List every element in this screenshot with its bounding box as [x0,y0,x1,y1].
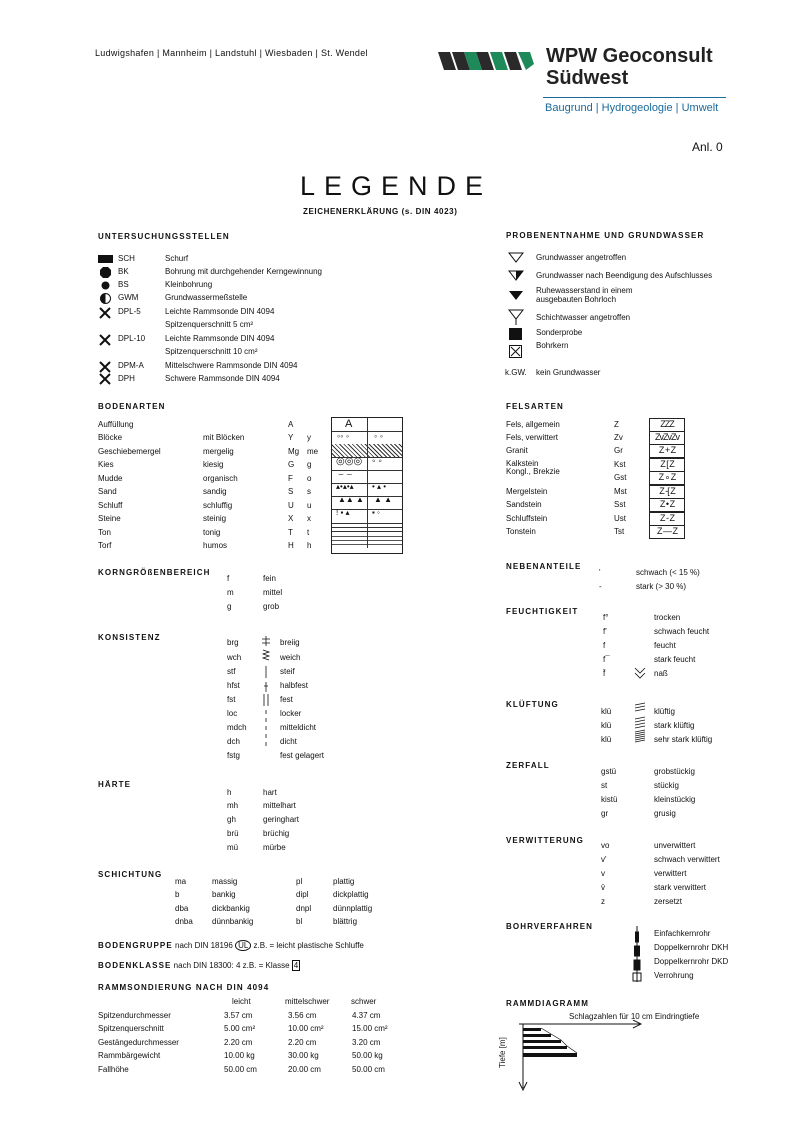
drilling-method: Doppelkernrohr DKD [654,957,729,966]
soil-adjective: humos [203,541,228,550]
dpl5-cross-icon [99,307,111,319]
weathering-desc: zersetzt [654,897,683,906]
layering-desc: blättrig [333,917,358,926]
rock-code: Ust [614,514,626,523]
consistency-code: brg [227,638,239,647]
consistency-desc: halbfest [280,681,309,690]
weathering-code: vo [601,841,610,850]
brand-divider [543,97,726,98]
decay-code: gr [601,809,609,818]
rock-pattern: ZZZ [649,418,685,432]
soil-name: Mudde [98,474,123,483]
admixture-code: - [599,582,602,591]
grain-code: m [227,588,234,597]
soil-code-main: G [288,460,295,469]
section-bodenarten: BODENARTEN [98,402,166,411]
consistency-desc: fest [280,695,293,704]
ram-value: 15.00 cm² [352,1024,388,1033]
hardness-desc: hart [263,788,277,797]
section-felsarten: FELSARTEN [506,402,564,411]
soil-adjective: mergelig [203,447,234,456]
moisture-desc: schwach feucht [654,627,710,636]
moisture-desc: trocken [654,613,681,622]
proben-item-0: Grundwasser angetroffen [536,253,627,262]
section-korngroesse: KORNGRÖßENBEREICH [98,568,211,577]
hardness-desc: mürbe [263,843,286,852]
rock-name: Granit [506,446,528,455]
desc-dph: Schwere Rammsonde DIN 4094 [165,374,280,383]
hardness-code: mh [227,801,239,810]
drilling-method-icon [630,926,644,982]
ram-value: 30.00 kg [288,1051,319,1060]
perched-water-icon [508,309,524,325]
rock-name: Kongl., Brekzie [506,467,560,476]
rock-pattern: Z ∘ Z [649,471,685,485]
layering-desc: dünnplattig [333,904,373,913]
joint-desc: klüftig [654,707,675,716]
ram-value: 2.20 cm [224,1038,253,1047]
soil-code-main: Mg [288,447,300,456]
grain-desc: grob [263,602,280,611]
moisture-desc: feucht [654,641,676,650]
weathering-code: z [601,897,605,906]
code-dpl10: DPL-10 [118,334,146,343]
rammdiagramm-axis-label: Tiefe [m] [498,1037,507,1068]
admixture-code: ' [599,568,601,577]
joint-desc: sehr stark klüftig [654,735,713,744]
kgw-code: k.GW. [505,368,527,377]
rock-name: Sandstein [506,500,542,509]
weathering-desc: unverwittert [654,841,696,850]
joint-code: klü [601,721,612,730]
moisture-desc: stark feucht [654,655,696,664]
layering-desc: plattig [333,877,355,886]
rock-name: Fels, allgemein [506,420,560,429]
ram-row-label: Rammbärgewicht [98,1051,161,1060]
rock-name: Mergelstein [506,487,548,496]
bodengruppe-text-a: nach DIN 18196 [172,941,233,950]
rock-code: Mst [614,487,627,496]
schurf-icon [98,255,113,263]
ram-value: 50.00 cm [352,1065,385,1074]
layering-code: dba [175,904,189,913]
hardness-desc: mittelhart [263,801,296,810]
consistency-code: loc [227,709,238,718]
rock-pattern: ZvZvZv [649,431,685,445]
decay-code: st [601,781,608,790]
soil-name: Torf [98,541,112,550]
rock-pattern: Z [ Z [649,458,685,472]
soil-code-minor: t [307,528,310,537]
soil-name: Kies [98,460,114,469]
soil-code-main: S [288,487,294,496]
soil-code-main: X [288,514,294,523]
brand-name: WPW Geoconsult Südwest [546,45,713,89]
section-feuchtigkeit: FEUCHTIGKEIT [506,607,579,616]
fill-symbol: A [345,418,353,430]
layering-code: dipl [296,890,309,899]
section-kluftung: KLÜFTUNG [506,700,559,709]
special-sample-icon [509,328,522,340]
soil-code-main: H [288,541,294,550]
soil-code-main: A [288,420,294,429]
ram-column-header: mittelschwer [285,997,330,1006]
desc-bs: Kleinbohrung [165,280,213,289]
wet-symbol-icon [633,665,647,681]
dph-cross-icon [99,373,111,385]
soil-code-main: U [288,501,294,510]
rock-code: Z [614,420,619,429]
layering-desc: bankig [212,890,236,899]
proben-item-4: Sonderprobe [536,328,583,337]
soil-code-minor: u [307,501,312,510]
consistency-desc: dicht [280,737,297,746]
soil-adjective: kiesig [203,460,224,469]
bodenklasse-heading: BODENKLASSE [98,961,172,970]
consistency-code: stf [227,667,236,676]
code-dpl5: DPL-5 [118,307,141,316]
consistency-desc: weich [280,653,301,662]
soil-name: Geschiebemergel [98,447,161,456]
desc-sch: Schurf [165,254,189,263]
consistency-code: wch [227,653,242,662]
soil-code-minor: g [307,460,312,469]
ram-value: 50.00 cm [224,1065,257,1074]
layering-desc: dickbankig [212,904,250,913]
ram-value: 3.56 cm [288,1011,317,1020]
section-verwitterung: VERWITTERUNG [506,836,584,845]
joint-code: klü [601,735,612,744]
drilling-method: Verrohrung [654,971,694,980]
soil-code-minor: s [307,487,311,496]
moisture-code: f̄ [603,669,606,678]
rock-pattern: Z — Z [649,525,685,539]
bodengruppe-text-b: z.B. = leicht plastische Schluffe [251,941,364,950]
consistency-desc: fest gelagert [280,751,325,760]
weathering-code: v [601,869,605,878]
section-schichtung: SCHICHTUNG [98,870,163,879]
ram-column-header: schwer [351,997,377,1006]
ram-value: 10.00 cm² [288,1024,324,1033]
section-nebenanteile: NEBENANTEILE [506,562,582,571]
code-gwm: GWM [118,293,139,302]
ram-value: 2.20 cm [288,1038,317,1047]
rock-code: Gst [614,473,627,482]
groundwater-triangle-icon [508,252,524,263]
soil-code-minor: y [307,433,311,442]
rammdiagramm-caption: Schlagzahlen für 10 cm Eindringtiefe [569,1012,700,1021]
decay-code: kistü [601,795,618,804]
section-untersuchung: UNTERSUCHUNGSSTELLEN [98,232,230,241]
ram-value: 10.00 kg [224,1051,255,1060]
bodenklasse-text-a: nach DIN 18300: 4 z.B. = Klasse [171,961,290,970]
ram-row-label: Gestängedurchmesser [98,1038,179,1047]
desc2-dpl5: Spitzenquerschnitt 5 cm² [165,320,254,329]
soil-adjective: mit Blöcken [203,433,245,442]
code-dph: DPH [118,374,135,383]
layering-desc: dünnbankig [212,917,254,926]
layering-code: dnpl [296,904,312,913]
moisture-code: f° [603,613,609,622]
joint-desc: stark klüftig [654,721,695,730]
ram-row-label: Spitzendurchmesser [98,1011,171,1020]
rock-code: Zv [614,433,623,442]
proben-item-3: Schichtwasser angetroffen [536,313,631,322]
soil-code-minor: x [307,514,311,523]
ram-diagram-icon [515,1020,645,1092]
soil-code-main: F [288,474,293,483]
consistency-code: mdch [227,723,247,732]
kgw-desc: kein Grundwasser [536,368,601,377]
consistency-desc: breiig [280,638,300,647]
bs-icon [101,281,110,290]
decay-desc: stückig [654,781,679,790]
moisture-code: f¯ [603,655,610,664]
hardness-desc: brüchig [263,829,290,838]
desc-dpl5: Leichte Rammsonde DIN 4094 [165,307,275,316]
rock-name: Tonstein [506,527,536,536]
section-konsistenz: KONSISTENZ [98,633,161,642]
ram-value: 20.00 cm [288,1065,321,1074]
drill-core-icon [509,345,522,358]
soil-name: Blöcke [98,433,123,442]
soil-code-main: T [288,528,293,537]
consistency-code: fstg [227,751,240,760]
soil-adjective: steinig [203,514,227,523]
desc-dpl10: Leichte Rammsonde DIN 4094 [165,334,275,343]
soil-code-minor: me [307,447,319,456]
section-proben: PROBENENTNAHME UND GRUNDWASSER [506,231,705,240]
soil-code-minor: o [307,474,312,483]
layering-desc: massig [212,877,238,886]
weathering-code: v̄ [601,883,605,892]
rock-pattern: Z - Z [649,512,685,526]
weathering-desc: stark verwittert [654,883,707,892]
rock-code: Kst [614,460,626,469]
consistency-symbols-icon [259,634,273,754]
grain-code: f [227,574,230,583]
ram-value: 5.00 cm² [224,1024,256,1033]
soil-code-minor: h [307,541,312,550]
wpw-logo-icon [436,48,534,74]
gwm-icon [100,293,111,304]
joint-code: klü [601,707,612,716]
ram-row-label: Fallhöhe [98,1065,129,1074]
weathering-desc: verwittert [654,869,687,878]
decay-desc: grobstückig [654,767,695,776]
soil-name: Auffüllung [98,420,134,429]
rock-code: Gr [614,446,623,455]
admixture-desc: stark (> 30 %) [636,582,687,591]
ram-column-header: leicht [232,997,251,1006]
ram-value: 4.37 cm [352,1011,381,1020]
proben-item-2b: ausgebauten Bohrloch [536,295,617,304]
hardness-code: h [227,788,232,797]
proben-item-1: Grundwasser nach Beendigung des Aufschlusses [536,271,713,280]
consistency-code: fst [227,695,236,704]
section-zerfall: ZERFALL [506,761,550,770]
section-rammdiagramm: RAMMDIAGRAMM [506,999,589,1008]
ram-value: 3.20 cm [352,1038,381,1047]
ram-value: 50.00 kg [352,1051,383,1060]
layering-code: bl [296,917,303,926]
desc-gwm: Grundwassermeßstelle [165,293,248,302]
dpl10-cross-icon [99,334,111,346]
grain-desc: mittel [263,588,283,597]
section-harte: HÄRTE [98,780,132,789]
drilling-method: Einfachkernrohr [654,929,711,938]
soil-name: Ton [98,528,111,537]
soil-name: Steine [98,514,121,523]
layering-code: ma [175,877,187,886]
rock-name: Schluffstein [506,514,548,523]
bodengruppe-line [98,940,364,951]
rock-name: Kalkstein [506,459,539,468]
hardness-code: gh [227,815,236,824]
consistency-desc: locker [280,709,302,718]
hardness-code: brü [227,829,239,838]
grain-desc: fein [263,574,276,583]
drilling-method: Doppelkernrohr DKH [654,943,729,952]
proben-item-4b: Bohrkern [536,341,569,350]
desc2-dpl10: Spitzenquerschnitt 10 cm² [165,347,258,356]
decay-desc: kleinstückig [654,795,696,804]
resting-water-icon [508,290,524,301]
hardness-code: mü [227,843,239,852]
proben-item-2: Ruhewasserstand in einem [536,286,633,295]
header-locations: Ludwigshafen | Mannheim | Landstuhl | Wiesbaden | St. Wendel [95,48,368,58]
bk-icon [100,267,111,278]
consistency-code: hfst [227,681,240,690]
rock-name: Fels, verwittert [506,433,559,442]
page-subtitle: ZEICHENERKLÄRUNG (s. DIN 4023) [303,207,458,216]
brand-tagline: Baugrund | Hydrogeologie | Umwelt [545,102,719,114]
groundwater-after-icon [508,270,524,281]
code-bk: BK [118,267,129,276]
soil-adjective: organisch [203,474,238,483]
grain-code: g [227,602,232,611]
dpma-cross-icon [99,361,111,373]
weathering-desc: schwach verwittert [654,855,720,864]
soil-pattern-box: A ◦◦ ◦ ◦ ◦ ◎◎◎ ◦ ◦ ⌣ ⌣ ▴•▴•▴ • ▴ • ▲▲ ▲ ▲ ▲ ! ▪ ▴ ▪ ◦ [331,417,403,554]
rock-pattern: Z -[ Z [649,485,685,499]
rock-pattern: Z • Z [649,498,685,512]
ram-value: 3.57 cm [224,1011,253,1020]
soil-name: Schluff [98,501,123,510]
moisture-code: f' [603,627,607,636]
desc-bk: Bohrung mit durchgehender Kerngewinnung [165,267,322,276]
decay-code: gstü [601,767,617,776]
soil-adjective: tonig [203,528,221,537]
admixture-desc: schwach (< 15 %) [636,568,700,577]
soil-code-main: Y [288,433,294,442]
annex-label: Anl. 0 [692,140,723,154]
desc-dpma: Mittelschwere Rammsonde DIN 4094 [165,361,298,370]
soil-name: Sand [98,487,117,496]
moisture-desc: naß [654,669,668,678]
code-bs: BS [118,280,129,289]
bodenklasse-symbol: 4 [293,961,299,970]
section-bohrverfahren: BOHRVERFAHREN [506,922,594,931]
ram-row-label: Spitzenquerschnitt [98,1024,164,1033]
layering-desc: dickplattig [333,890,369,899]
consistency-desc: mitteldicht [280,723,317,732]
layering-code: dnba [175,917,193,926]
bodengruppe-symbol: UL [235,940,251,951]
rock-code: Tst [614,527,625,536]
soil-adjective: sandig [203,487,227,496]
rock-pattern: Z + Z [649,444,685,458]
page-title: LEGENDE [300,171,493,201]
rock-code: Sst [614,500,626,509]
soil-adjective: schluffig [203,501,233,510]
hardness-desc: geringhart [263,815,300,824]
consistency-code: dch [227,737,240,746]
section-rammsondierung: RAMMSONDIERUNG NACH DIN 4094 [98,983,270,992]
layering-code: pl [296,877,303,886]
moisture-code: f [603,641,606,650]
consistency-desc: steif [280,667,295,676]
layering-code: b [175,890,180,899]
bodenklasse-line [98,960,300,971]
code-sch: SCH [118,254,135,263]
bodengruppe-heading: BODENGRUPPE [98,941,173,950]
code-dpma: DPM-A [118,361,144,370]
decay-desc: grusig [654,809,676,818]
weathering-code: v' [601,855,607,864]
joint-symbols-icon [634,702,646,744]
